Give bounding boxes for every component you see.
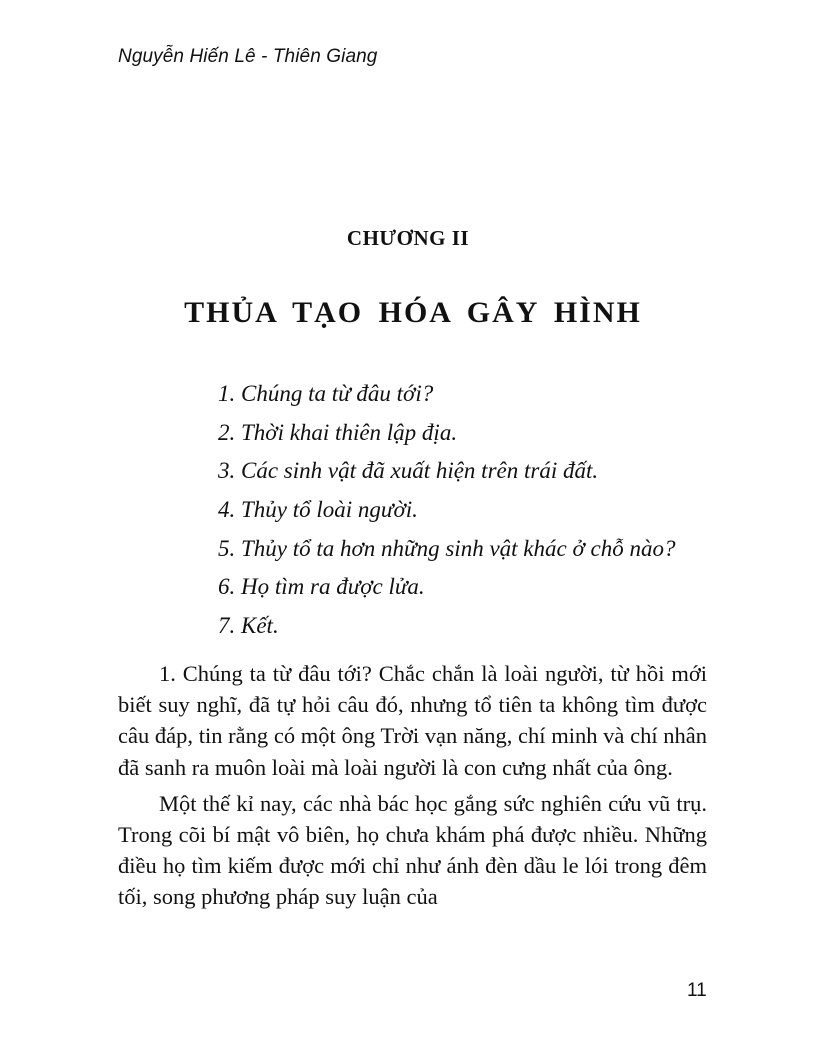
running-header: Nguyễn Hiến Lê - Thiên Giang (118, 46, 378, 67)
outline-item: 3. Các sinh vật đã xuất hiện trên trái đất. (218, 458, 599, 484)
chapter-label: CHƯƠNG II (346, 226, 470, 250)
outline-item: 1. Chúng ta từ đâu tới? (218, 381, 434, 406)
paragraph: Một thế kỉ nay, các nhà bác học gắng sức nghiên cứu vũ trụ. Trong cõi bí mật vô biên, họ chưa khám phá được nhiều. Những điều họ tìm kiếm được mới chỉ như ánh đèn dầu le lói trong đêm tối, song phương pháp suy luận của (118, 790, 707, 910)
outline-item: 7. Kết. (218, 613, 279, 639)
paragraph: 1. Chúng ta từ đâu tới? Chắc chắn là loài người, từ hồi mới biết suy nghĩ, đã tự hỏi câu đó, nhưng tổ tiên ta không tìm được câu đáp, tin rằng có một ông Trời vạn năng, chí minh và chí nhân đã sanh ra muôn loài mà loài người là con cưng nhất của ông. (118, 661, 707, 780)
outline-item: 2. Thời khai thiên lập địa. (218, 419, 458, 445)
outline-item: 6. Họ tìm ra được lửa. (218, 574, 425, 600)
chapter-title: THỦA TẠO HÓA GÂY HÌNH (184, 296, 642, 329)
outline-item: 4. Thủy tổ loài người. (218, 497, 418, 523)
page-number: 11 (687, 980, 707, 1001)
body-text (118, 658, 707, 918)
chapter-outline (218, 376, 675, 647)
outline-item: 5. Thủy tổ ta hơn những sinh vật khác ở chỗ nào? (218, 535, 676, 561)
